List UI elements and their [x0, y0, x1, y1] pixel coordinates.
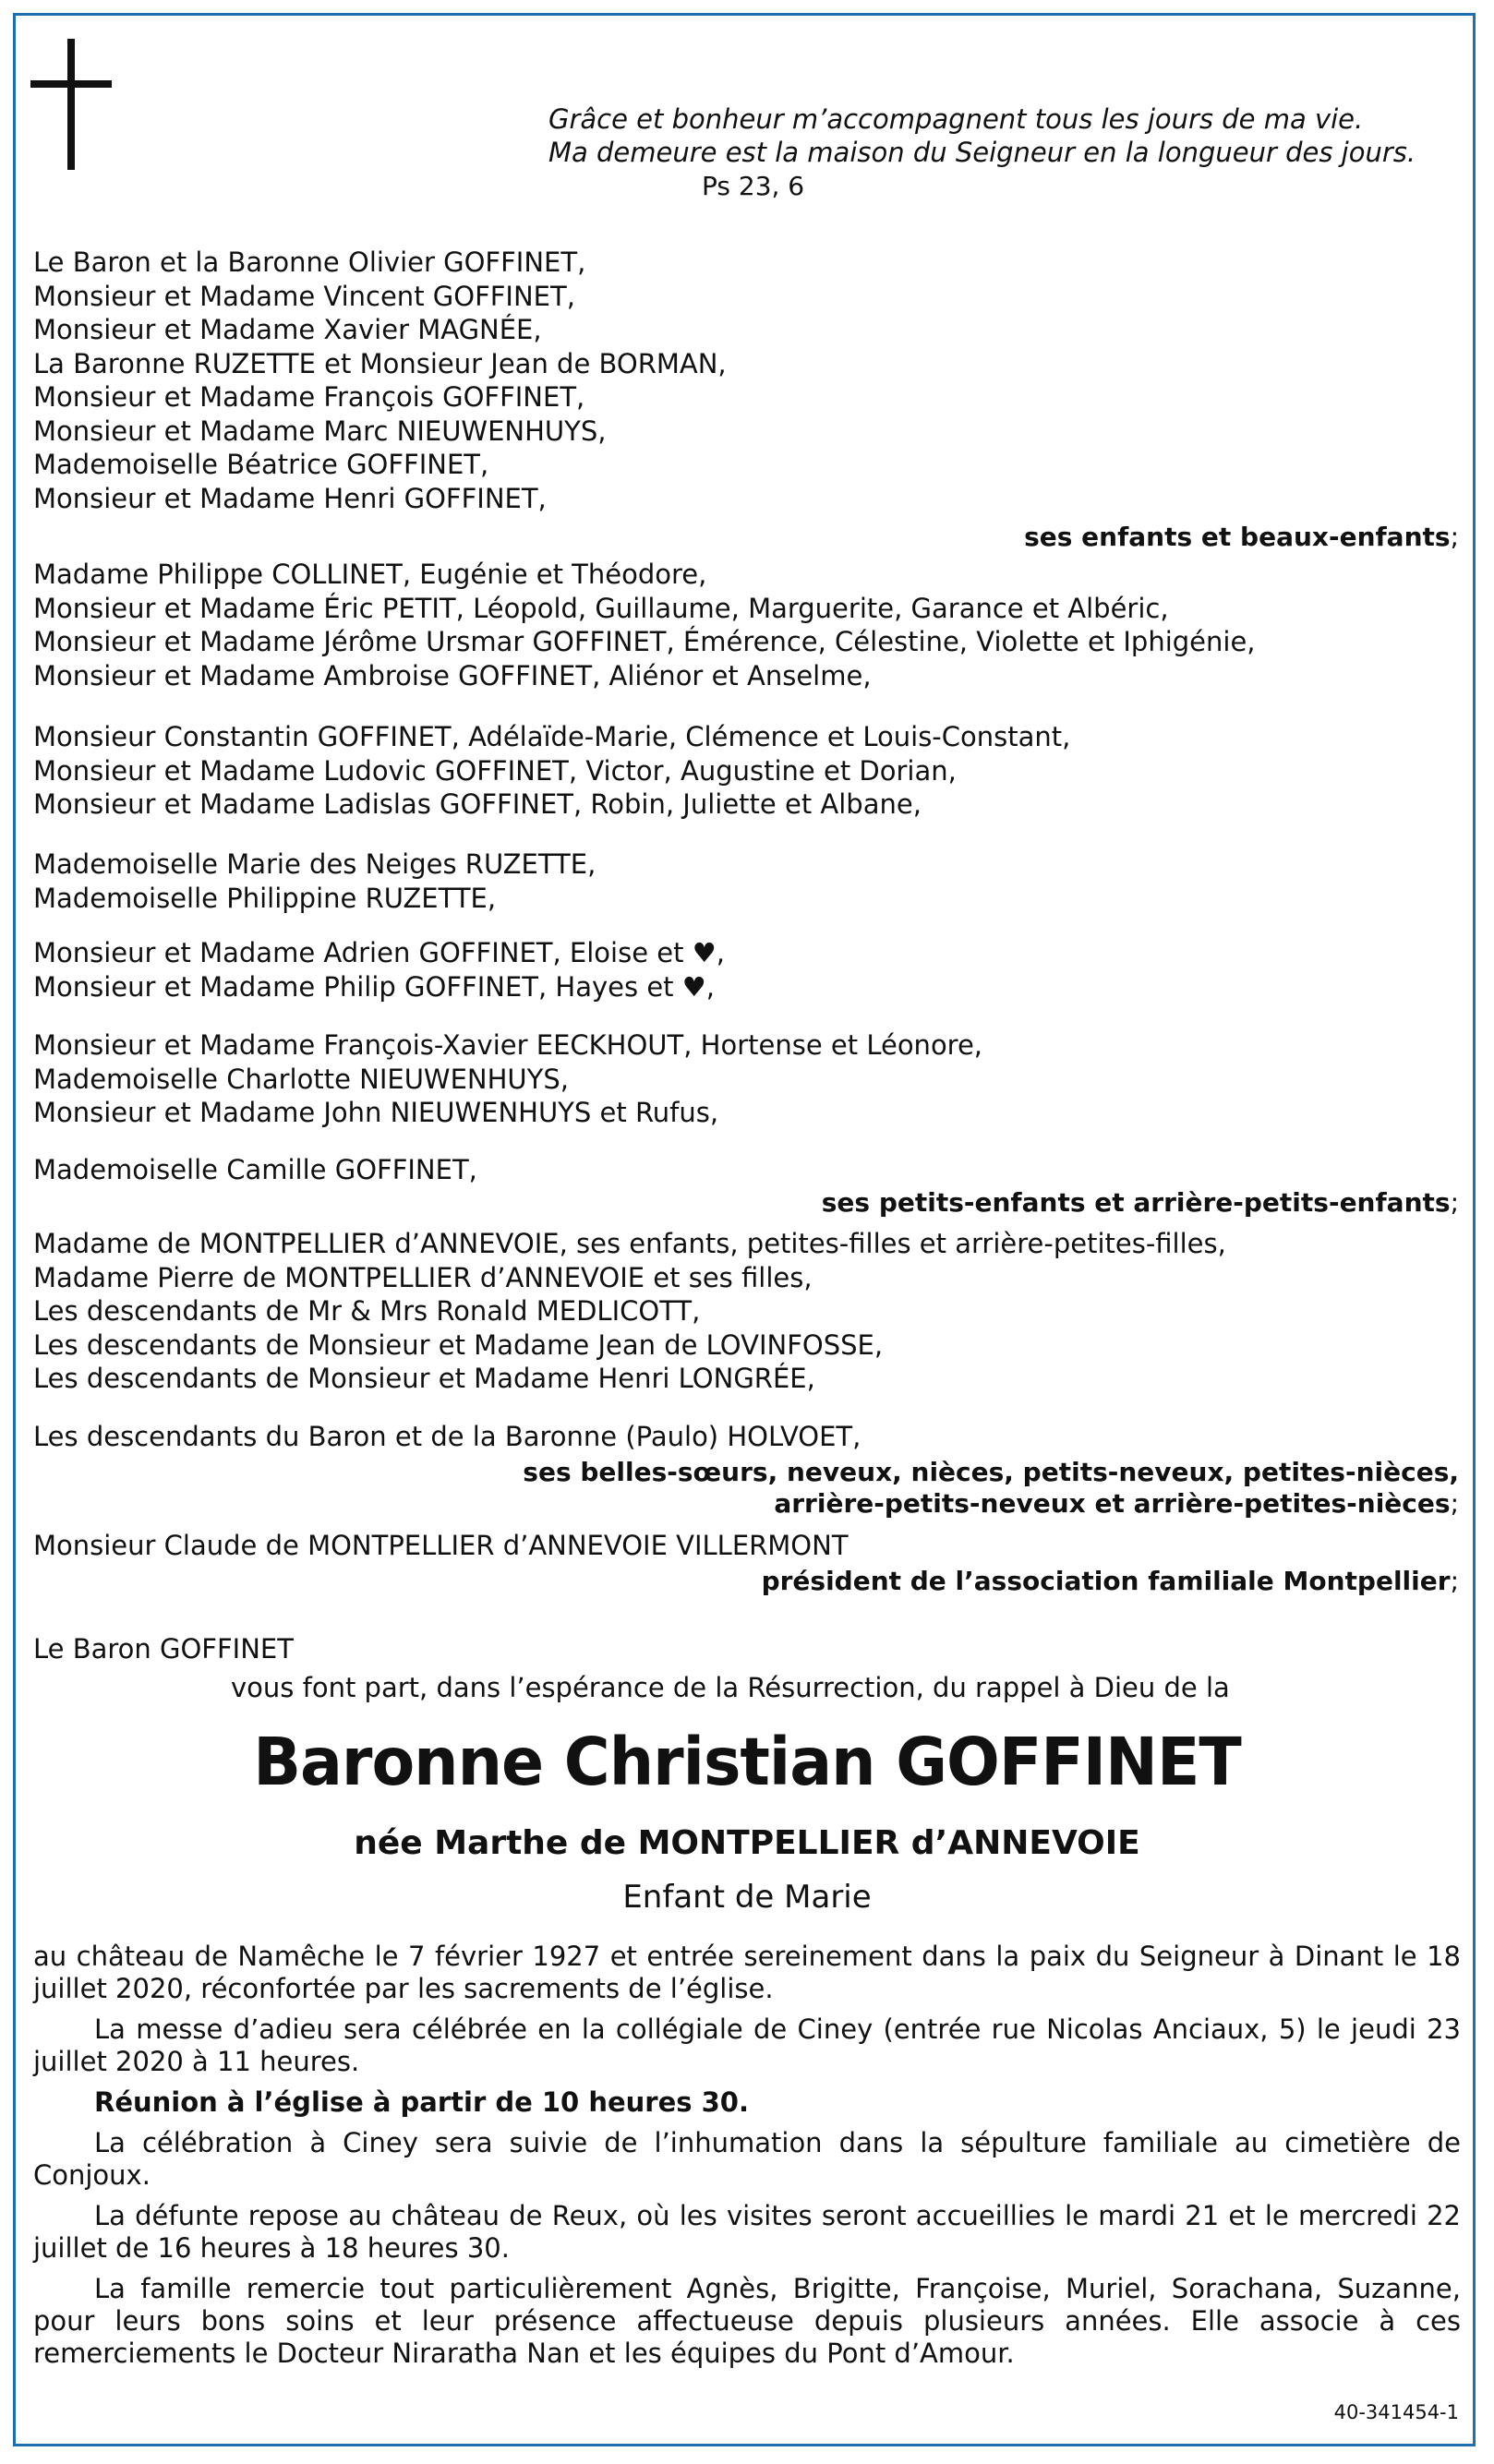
list-item: Madame de MONTPELLIER d’ANNEVOIE, ses enfants, petites-filles et arrière-petites-filles, [33, 1228, 1226, 1259]
list-item: Mademoiselle Béatrice GOFFINET, [33, 449, 489, 480]
paragraph-burial: La célébration à Ciney sera suivie de l’inhumation dans la sépulture familiale au cimetière de Conjoux. [33, 2127, 1461, 2191]
grandchildren-group-b [33, 720, 1461, 822]
deceased-maiden-name: née Marthe de MONTPELLIER d’ANNEVOIE [354, 1824, 1140, 1862]
baron-name: Le Baron GOFFINET [33, 1633, 294, 1665]
list-item: Monsieur et Madame Xavier MAGNÉE, [33, 314, 542, 345]
children-list [33, 246, 1461, 515]
list-item: Mademoiselle Charlotte NIEUWENHUYS, [33, 1063, 569, 1095]
grandchildren-group-e [33, 1028, 1461, 1130]
list-item: Monsieur et Madame François GOFFINET, [33, 381, 585, 413]
list-item: Monsieur et Madame Ludovic GOFFINET, Victor, Augustine et Dorian, [33, 754, 957, 787]
family-group-b [33, 1420, 1461, 1454]
grandchildren-group-c [33, 847, 1461, 915]
family-role-line-1: ses belles-sœurs, neveux, nièces, petits-neveux, petites-nièces, [523, 1457, 1459, 1487]
president-role: président de l’association familiale Montpellier; [761, 1566, 1459, 1596]
list-item: Monsieur et Madame Vincent GOFFINET, [33, 280, 575, 312]
quote-line-2: Ma demeure est la maison du Seigneur en la longueur des jours. [548, 137, 1416, 168]
paragraph-birth-death: au château de Namêche le 7 février 1927 et entrée sereinement dans la paix du Seigneur à Dinant le 18 juillet 2020, réconfortée par les sacrements de l’église. [33, 1941, 1461, 2004]
list-item: Les descendants de Mr & Mrs Ronald MEDLICOTT, [33, 1295, 701, 1327]
family-group-a [33, 1227, 1461, 1396]
list-item: Monsieur et Madame Philip GOFFINET, Hayes et ♥, [33, 970, 715, 1003]
list-item: Les descendants de Monsieur et Madame Jean de LOVINFOSSE, [33, 1328, 884, 1361]
grandchildren-role: ses petits-enfants et arrière-petits-enfants; [821, 1187, 1459, 1218]
list-item: Les descendants de Monsieur et Madame Henri LONGRÉE, [33, 1363, 815, 1394]
list-item: Monsieur et Madame Ladislas GOFFINET, Robin, Juliette et Albane, [33, 788, 922, 820]
paragraph-meeting: Réunion à l’église à partir de 10 heures 30. [94, 2086, 749, 2118]
list-item: Les descendants du Baron et de la Baronne (Paulo) HOLVOET, [33, 1421, 861, 1452]
paragraph-visits: La défunte repose au château de Reux, où les visites seront accueillies le mardi 21 et le mercredi 22 juillet de 16 heures à 18 heures 30. [33, 2200, 1461, 2264]
reference-number: 40-341454-1 [1333, 2401, 1459, 2423]
president-name: Monsieur Claude de MONTPELLIER d’ANNEVOIE VILLERMONT [33, 1530, 849, 1561]
list-item: Monsieur et Madame Marc NIEUWENHUYS, [33, 415, 607, 447]
list-item: Madame Philippe COLLINET, Eugénie et Théodore, [33, 559, 707, 590]
deceased-title: Enfant de Marie [622, 1879, 872, 1916]
list-item: Monsieur et Madame John NIEUWENHUYS et Rufus, [33, 1097, 719, 1128]
list-item: Monsieur et Madame Adrien GOFFINET, Eloise et ♥, [33, 937, 725, 968]
list-item: Mademoiselle Philippine RUZETTE, [33, 882, 497, 914]
list-item: Monsieur et Madame François-Xavier EECKHOUT, Hortense et Léonore, [33, 1029, 983, 1061]
grandchildren-group-f [33, 1153, 1461, 1187]
list-item: Madame Pierre de MONTPELLIER d’ANNEVOIE et ses filles, [33, 1261, 813, 1293]
list-item: Mademoiselle Camille GOFFINET, [33, 1154, 477, 1185]
list-item: Monsieur et Madame Jérôme Ursmar GOFFINET, Émérence, Célestine, Violette et Iphigénie, [33, 626, 1256, 657]
list-item: Le Baron et la Baronne Olivier GOFFINET, [33, 246, 586, 278]
psalm-quote [548, 102, 1416, 169]
list-item: Monsieur et Madame Ambroise GOFFINET, Aliénor et Anselme, [33, 659, 872, 691]
list-item: Monsieur et Madame Henri GOFFINET, [33, 482, 547, 514]
grandchildren-group-d [33, 936, 1461, 1004]
deceased-name: Baronne Christian GOFFINET [253, 1725, 1241, 1801]
list-item: Monsieur et Madame Éric PETIT, Léopold, Guillaume, Marguerite, Garance et Albéric, [33, 592, 1169, 624]
children-role: ses enfants et beaux-enfants; [1024, 522, 1459, 552]
grandchildren-group-a [33, 558, 1461, 692]
obituary-body [33, 1941, 1461, 2378]
announcement-text: vous font part, dans l’espérance de la Résurrection, du rappel à Dieu de la [231, 1672, 1230, 1703]
paragraph-mass: La messe d’adieu sera célébrée en la collégiale de Ciney (entrée rue Nicolas Anciaux, 5) le jeudi 23 juillet 2020 à 11 heures. [33, 2013, 1461, 2077]
family-role-line-2: arrière-petits-neveux et arrière-petites-nièces; [774, 1488, 1459, 1519]
quote-line-1: Grâce et bonheur m’accompagnent tous les jours de ma vie. [548, 103, 1364, 135]
list-item: La Baronne RUZETTE et Monsieur Jean de BORMAN, [33, 347, 727, 379]
paragraph-thanks: La famille remercie tout particulièrement Agnès, Brigitte, Françoise, Muriel, Sorachana, Suzanne, pour leurs bons soins et leur présence affectueuse depuis plusieurs années. Elle associe à ces remerciements le Docteur Niraratha Nan et les équipes du Pont d’Amour. [33, 2273, 1461, 2369]
list-item: Monsieur Constantin GOFFINET, Adélaïde-Marie, Clémence et Louis-Constant, [33, 721, 1071, 752]
psalm-reference: Ps 23, 6 [702, 171, 805, 201]
list-item: Mademoiselle Marie des Neiges RUZETTE, [33, 848, 596, 880]
